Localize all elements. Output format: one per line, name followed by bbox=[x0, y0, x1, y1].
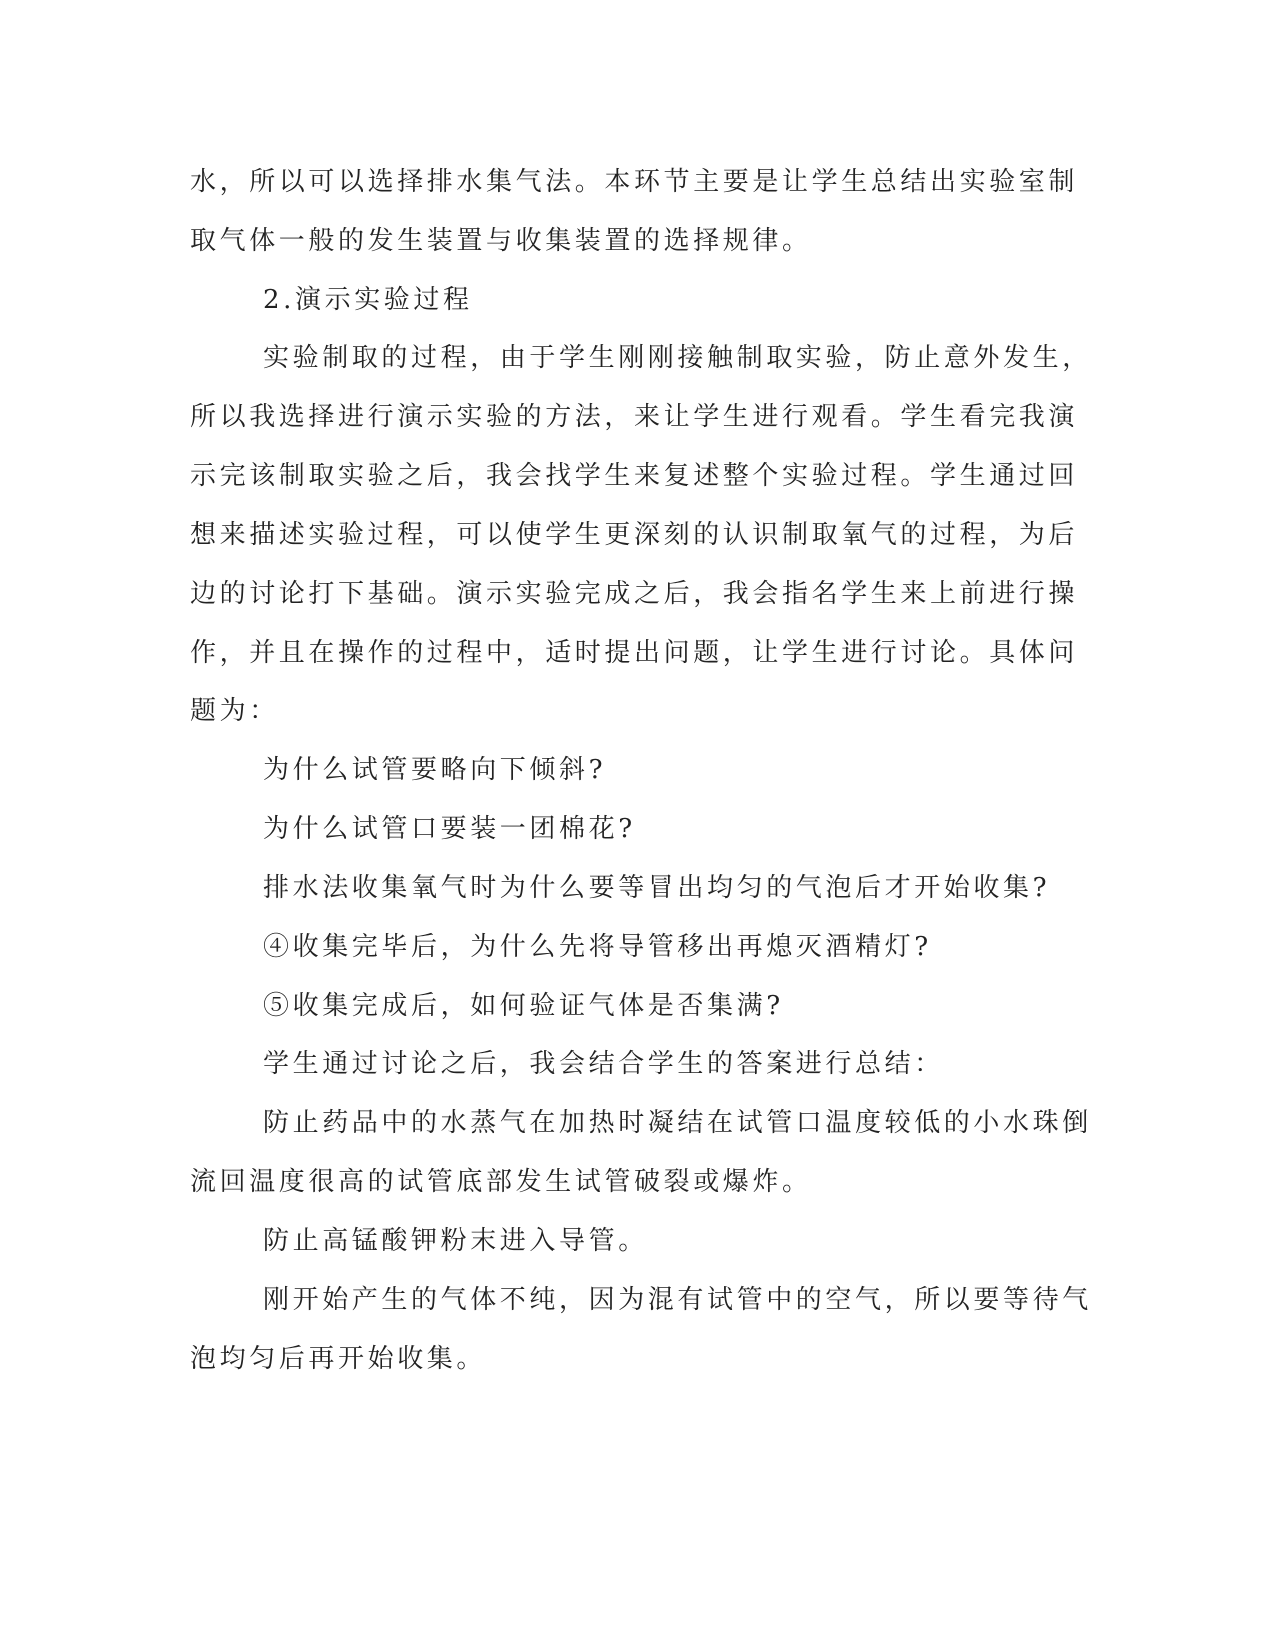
text-line: 流回温度很高的试管底部发生试管破裂或爆炸。 bbox=[190, 1167, 812, 1197]
answer-item: 刚开始产生的气体不纯，因为混有试管中的空气，所以要等待气 bbox=[263, 1285, 1092, 1315]
section-heading: 2.演示实验过程 bbox=[263, 285, 473, 315]
answer-item: 防止药品中的水蒸气在加热时凝结在试管口温度较低的小水珠倒 bbox=[263, 1108, 1092, 1138]
text-line: 想来描述实验过程，可以使学生更深刻的认识制取氧气的过程，为后 bbox=[190, 520, 1079, 550]
question-item: ④收集完毕后，为什么先将导管移出再熄灭酒精灯? bbox=[263, 932, 932, 962]
answer-item: 防止高锰酸钾粉末进入导管。 bbox=[263, 1226, 648, 1256]
text-line: 泡均匀后再开始收集。 bbox=[190, 1344, 487, 1374]
question-item: 排水法收集氧气时为什么要等冒出均匀的气泡后才开始收集? bbox=[263, 873, 1051, 903]
text-line: 示完该制取实验之后，我会找学生来复述整个实验过程。学生通过回 bbox=[190, 461, 1079, 491]
text-line: 实验制取的过程，由于学生刚刚接触制取实验，防止意外发生， bbox=[263, 343, 1092, 373]
text-line: 取气体一般的发生装置与收集装置的选择规律。 bbox=[190, 226, 812, 256]
text-line: 题为： bbox=[190, 696, 279, 726]
question-item: ⑤收集完成后，如何验证气体是否集满? bbox=[263, 991, 784, 1021]
text-line: 作，并且在操作的过程中，适时提出问题，让学生进行讨论。具体问 bbox=[190, 638, 1079, 668]
text-line: 水，所以可以选择排水集气法。本环节主要是让学生总结出实验室制 bbox=[190, 167, 1079, 197]
text-line: 边的讨论打下基础。演示实验完成之后，我会指名学生来上前进行操 bbox=[190, 579, 1079, 609]
text-line: 学生通过讨论之后，我会结合学生的答案进行总结： bbox=[263, 1049, 944, 1079]
text-line: 所以我选择进行演示实验的方法，来让学生进行观看。学生看完我演 bbox=[190, 402, 1079, 432]
question-item: 为什么试管要略向下倾斜? bbox=[263, 755, 607, 785]
question-item: 为什么试管口要装一团棉花? bbox=[263, 814, 636, 844]
